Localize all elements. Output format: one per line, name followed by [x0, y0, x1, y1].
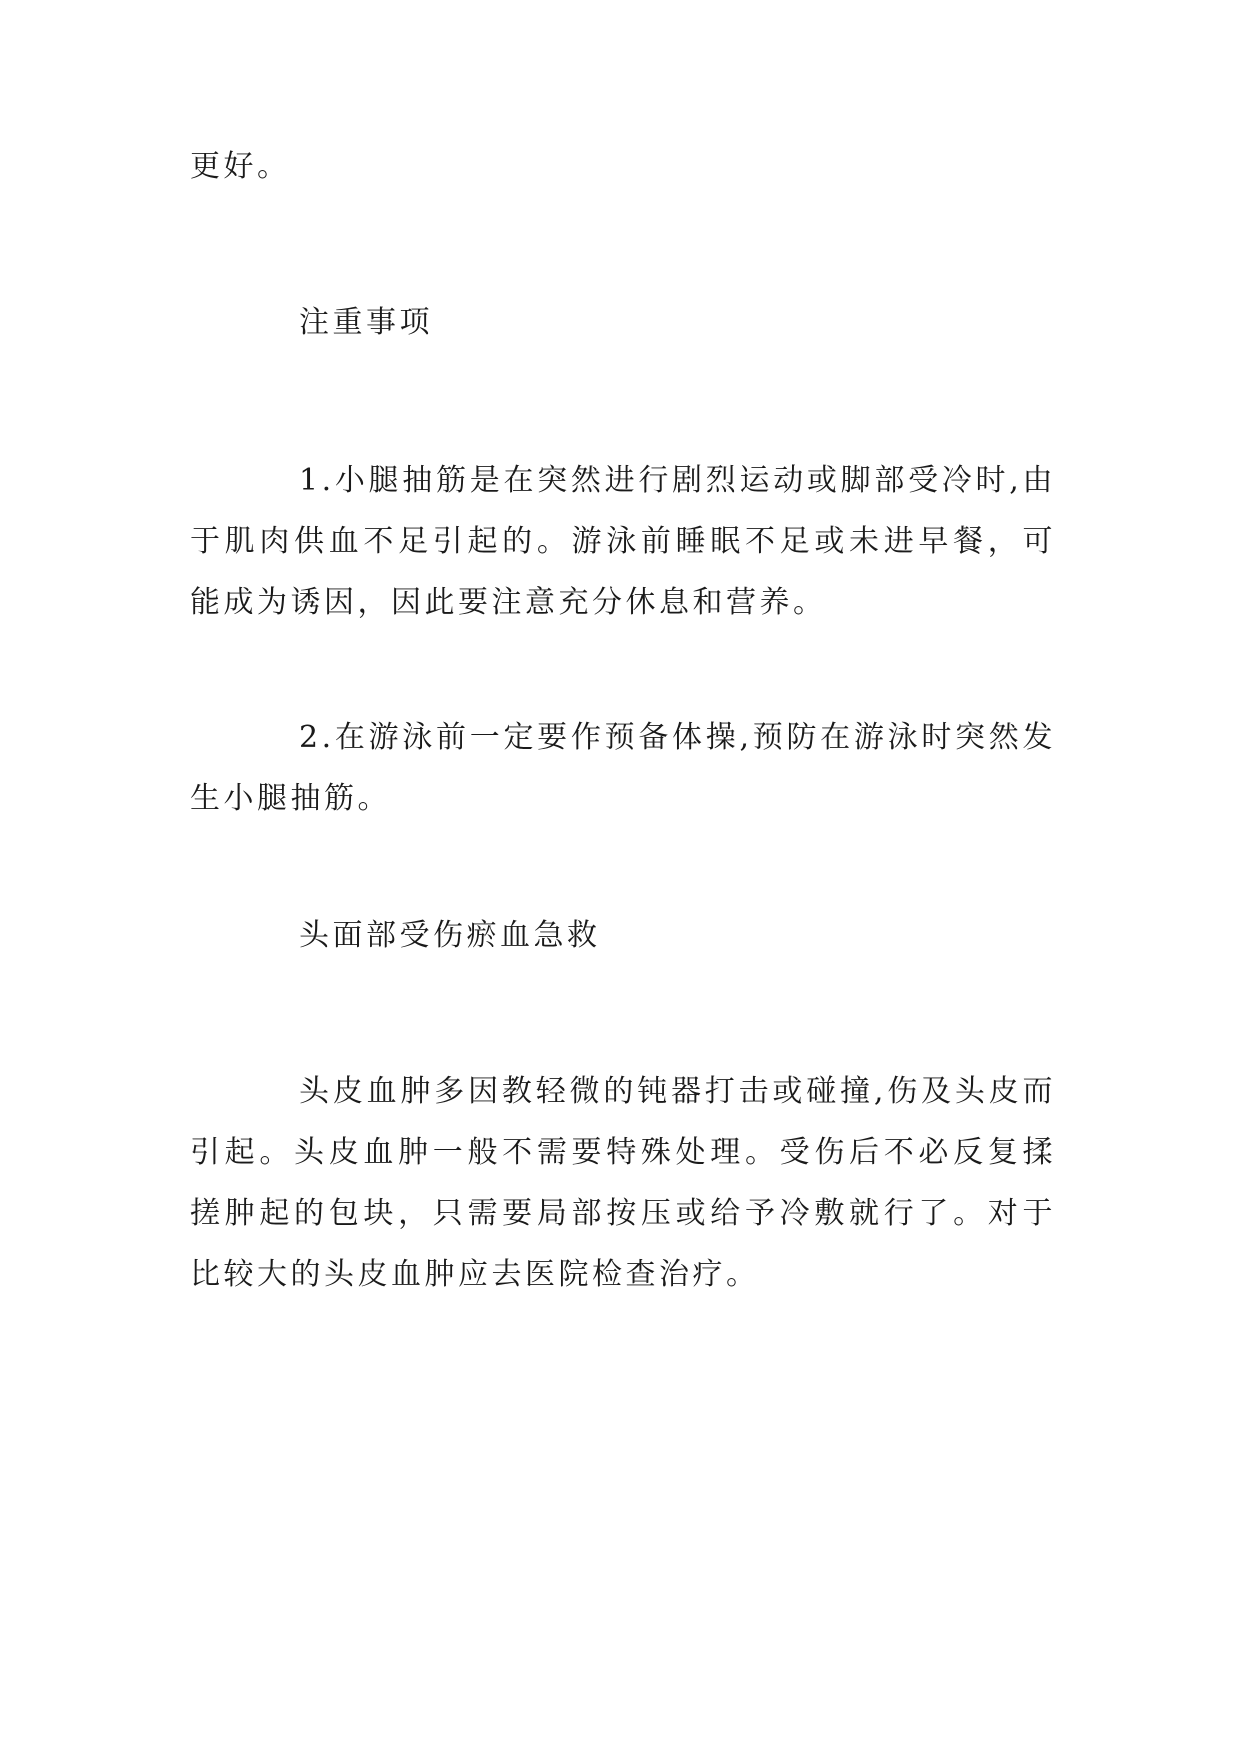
- section-heading-notes: 注重事项: [299, 305, 433, 340]
- continuation-text: 更好。: [190, 149, 291, 184]
- scalp-hematoma-paragraph: 头皮血肿多因教轻微的钝器打击或碰撞,伤及头皮而引起。头皮血肿一般不需要特殊处理。受伤后不必反复揉搓肿起的包块，只需要局部按压或给予冷敷就行了。对于比较大的头皮血肿应去医院检查治疗。: [190, 1074, 1056, 1292]
- section-heading-head-injury: 头面部受伤瘀血急救: [299, 918, 601, 953]
- note-paragraph-2: 2.在游泳前一定要作预备体操,预防在游泳时突然发生小腿抽筋。: [190, 720, 1056, 816]
- note-paragraph-1: 1.小腿抽筋是在突然进行剧烈运动或脚部受冷时,由于肌肉供血不足引起的。游泳前睡眠不足或未进早餐，可能成为诱因，因此要注意充分休息和营养。: [190, 463, 1056, 620]
